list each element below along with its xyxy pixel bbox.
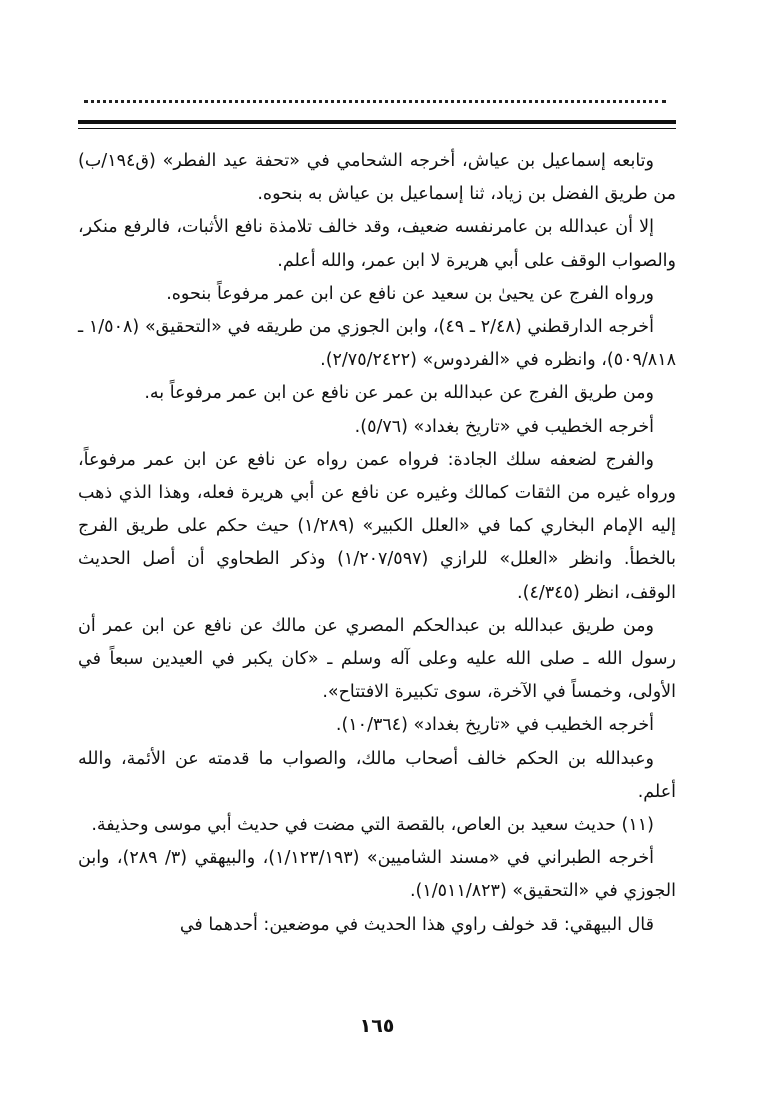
paragraph: وتابعه إسماعيل بن عياش، أخرجه الشحامي في «تحفة عيد الفطر» (ق١٩٤/ب) من طريق الفضل بن زياد، ثنا إسماعيل بن عياش به بنحوه. [78,151,676,205]
paragraph: وعبدالله بن الحكم خالف أصحاب مالك، والصواب ما قدمته عن الأئمة، والله أعلم. [78,748,676,802]
paragraph: والفرج لضعفه سلك الجادة: فرواه عمن رواه عن نافع عن ابن عمر مرفوعاً، ورواه غيره من الثقات كمالك وغيره عن نافع عن أبي هريرة فعله، وهذا الذي ذهب إليه الإمام البخاري كما في «العلل الكبير» (١/٢٨٩) حيث حكم على طريق الفرج بالخطأ. وانظر «العلل» للرازي (١/٢٠٧/٥٩٧) وذكر الطحاوي أن أصل الحديث الوقف، انظر (٤/٣٤٥). [78,449,676,603]
page-number: ١٦٥ [359,1015,395,1037]
paragraph: أخرجه الخطيب في «تاريخ بغداد» (٥/٧٦). [354,416,654,437]
thick-rule [78,120,676,124]
paragraph: أخرجه الدارقطني (٢/٤٨ ـ ٤٩)، وابن الجوزي من طريقه في «التحقيق» (١/٥٠٨ ـ ٥٠٩/٨١٨)، وانظره في «الفردوس» (٢/٧٥/٢٤٢٢). [78,317,676,371]
thin-rule [78,128,676,129]
paragraph: أخرجه الخطيب في «تاريخ بغداد» (١٠/٣٦٤). [335,715,654,736]
paragraph: ومن طريق الفرج عن عبدالله بن عمر عن نافع عن ابن عمر مرفوعاً به. [144,383,654,404]
paragraph: ومن طريق عبدالله بن عبدالحكم المصري عن مالك عن نافع عن ابن عمر أن رسول الله ـ صلى الله عليه وعلى آله وسلم ـ «كان يكبر في العيدين سبعاً في الأولى، وخمساً في الآخرة، سوى تكبيرة الافتتاح». [78,615,676,703]
book-page [78,0,676,1094]
paragraph: قال البيهقي: قد خولف راوي هذا الحديث في موضعين: أحدهما في [179,914,654,935]
paragraph: أخرجه الطبراني في «مسند الشاميين» (١/١٢٣/١٩٣)، والبيهقي (٣/ ٢٨٩)، وابن الجوزي في «التحقيق» (١/٥١١/٨٢٣). [78,848,676,902]
paragraph: (١١) حديث سعيد بن العاص، بالقصة التي مضت في حديث أبي موسى وحذيفة. [91,815,654,836]
paragraph: إلا أن عبدالله بن عامرنفسه ضعيف، وقد خالف تلامذة نافع الأثبات، فالرفع منكر، والصواب الوقف على أبي هريرة لا ابن عمر، والله أعلم. [78,217,676,271]
dotted-separator [84,88,666,103]
footnote-body [78,145,676,942]
paragraph: ورواه الفرج عن يحيىٰ بن سعيد عن نافع عن ابن عمر مرفوعاً بنحوه. [166,283,654,304]
